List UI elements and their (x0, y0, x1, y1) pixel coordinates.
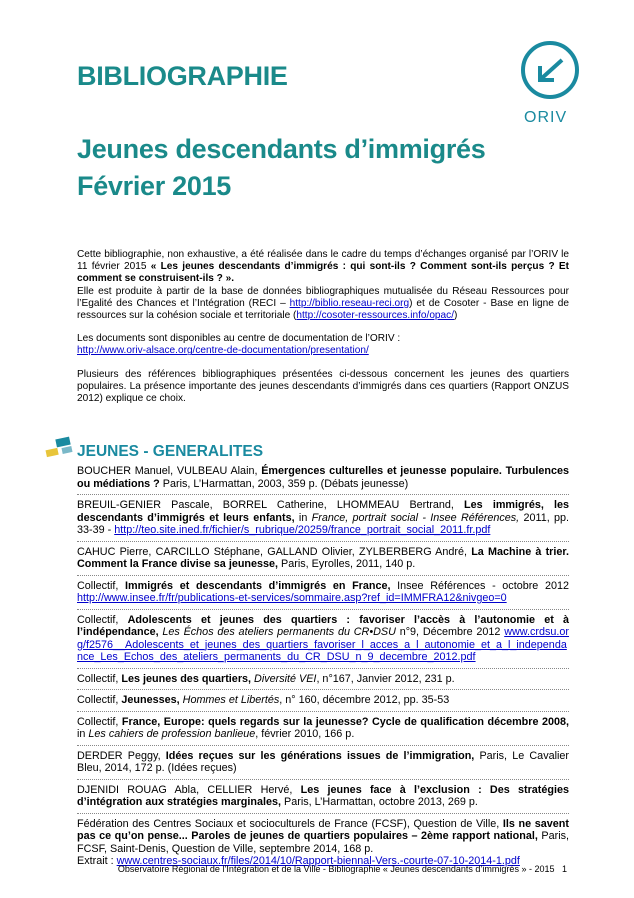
bibliography-list (77, 465, 569, 876)
intro-paragraph-2: Les documents sont disponibles au centre de documentation de l’ORIV : http://www.oriv-alsace.org/centre-de-documentation/presentation/ (77, 333, 401, 357)
list-item: Collectif, France, Europe: quels regards sur la jeunesse? Cycle de qualification décembre 2008, in Les cahiers de profession banlieue, février 2010, 166 p. (77, 716, 569, 746)
intro-paragraph-1: Cette bibliographie, non exhaustive, a été réalisée dans le cadre du temps d’échanges organisé par l’ORIV le 11 février 2015 « Les jeunes descendants d’immigrés : qui sont-ils ? Comment sont-ils perçus ? Et comment se construisent-ils ? ». Elle est produite à partir de la base de données bibliographiques mutualisée du Réseau Ressources pour l’Egalité des Chances et l’Intégration (RECI – http://biblio.reseau-reci.org) et de Cosoter - Base en ligne de ressources sur la cohésion sociale et territoriale (http://cosoter-ressources.info/opac/) (77, 249, 569, 322)
list-item: BREUIL-GENIER Pascale, BORREL Catherine, LHOMMEAU Bertrand, Les immigrés, les descendants d’immigrés et leurs enfants, in France, portrait social - Insee Références, 2011, pp. 33-39 - http://teo.site.ined.fr/fichier/s_rubrique/20259/france_portrait_social_2011.fr.pdf (77, 499, 569, 542)
entry-link[interactable]: www.centres-sociaux.fr/files/2014/10/Rapport-biennal-Vers.-courte-07-10-2014-1.pdf (116, 855, 520, 867)
intro-paragraph-3: Plusieurs des références bibliographiques présentées ci-dessous concernent les jeunes des quartiers populaires. La présence importante des jeunes descendants d’immigrés dans ces quartiers (Rapport ONZUS 2012) explique ce choix. (77, 368, 569, 405)
list-item: DJENIDI ROUAG Abla, CELLIER Hervé, Les jeunes face à l’exclusion : Des stratégies d’intégration aux stratégies marginales, Paris, L’Harmattan, octobre 2013, 269 p. (77, 784, 569, 814)
page-footer: Observatoire Régional de l’Intégration et de la Ville - Bibliographie « Jeunes descendants d’immigrés » - 2015 1 (117, 864, 567, 874)
entry-link[interactable]: http://teo.site.ined.fr/fichier/s_rubrique/20259/france_portrait_social_2011.fr.pdf (114, 524, 491, 536)
page-number: 1 (561, 864, 567, 874)
list-item: Collectif, Les jeunes des quartiers, Diversité VEI, n°167, Janvier 2012, 231 p. (77, 673, 569, 691)
page-title: BIBLIOGRAPHIE (77, 61, 288, 91)
list-item: Collectif, Adolescents et jeunes des quartiers : favoriser l’accès à l’autonomie et à l’indépendance, Les Échos des ateliers permanents du CR•DSU n°9, Décembre 2012 www.crdsu.org/f2576__Adolescents_et_jeunes_des_quartiers_favoriser_l_acces_a_l_autonomie_et_a_l_independance_Les_Echos_des_ateliers_permanents_du_CR_DSU_n_9_decembre_2012.pdf (77, 614, 569, 669)
section-decoration-icon (40, 435, 78, 463)
list-item: Fédération des Centres Sociaux et socioculturels de France (FCSF), Question de Ville, Ils ne savent pas ce qu’on pense... Paroles de jeunes de quartiers populaires – 2ème rapport national, Paris, FCSF, Saint-Denis, Question de Ville, septembre 2014, 168 p. Extrait : www.centres-sociaux.fr/files/2014/10/Rapport-biennal-Vers.-courte-07-10-2014-1.pdf (77, 817, 569, 867)
section-title: JEUNES - GENERALITES (77, 443, 264, 460)
entry-link[interactable]: http://www.insee.fr/fr/publications-et-services/sommaire.asp?ref_id=IMMFRA12&nivgeo=0 (77, 592, 507, 604)
oriv-documentation-link[interactable]: http://www.oriv-alsace.org/centre-de-documentation/presentation/ (77, 345, 369, 357)
logo-text: ORIV (524, 109, 568, 126)
page-subtitle: Jeunes descendants d’immigrés Février 2015 (77, 134, 486, 201)
introduction (77, 249, 569, 416)
reci-link[interactable]: http://biblio.reseau-reci.org (289, 297, 410, 309)
list-item: Collectif, Jeunesses, Hommes et Libertés, n° 160, décembre 2012, pp. 35-53 (77, 694, 569, 712)
entry-link[interactable]: www.crdsu.org/f2576__Adolescents_et_jeunes_des_quartiers_favoriser_l_acces_a_l_autonomie_et_a_l_independance_Les_Echos_des_ateliers_permanents_du_CR_DSU_n_9_decembre_2012.pdf (77, 626, 570, 663)
list-item: BOUCHER Manuel, VULBEAU Alain, Émergences culturelles et jeunesse populaire. Turbulences ou médiations ? Paris, L’Harmattan, 2003, 359 p. (Débats jeunesse) (77, 465, 569, 495)
list-item: Collectif, Immigrés et descendants d’immigrés en France, Insee Références - octobre 2012 http://www.insee.fr/fr/publications-et-services/sommaire.asp?ref_id=IMMFRA12&nivgeo=0 (77, 580, 569, 610)
list-item: DERDER Peggy, Idées reçues sur les générations issues de l’immigration, Paris, Le Cavalier Bleu, 2014, 172 p. (Idées reçues) (77, 750, 569, 780)
list-item: CAHUC Pierre, CARCILLO Stéphane, GALLAND Olivier, ZYLBERBERG André, La Machine à trier. Comment la France divise sa jeunesse, Paris, Eyrolles, 2011, 140 p. (77, 546, 569, 576)
cosoter-link[interactable]: http://cosoter-ressources.info/opac/ (296, 310, 455, 322)
